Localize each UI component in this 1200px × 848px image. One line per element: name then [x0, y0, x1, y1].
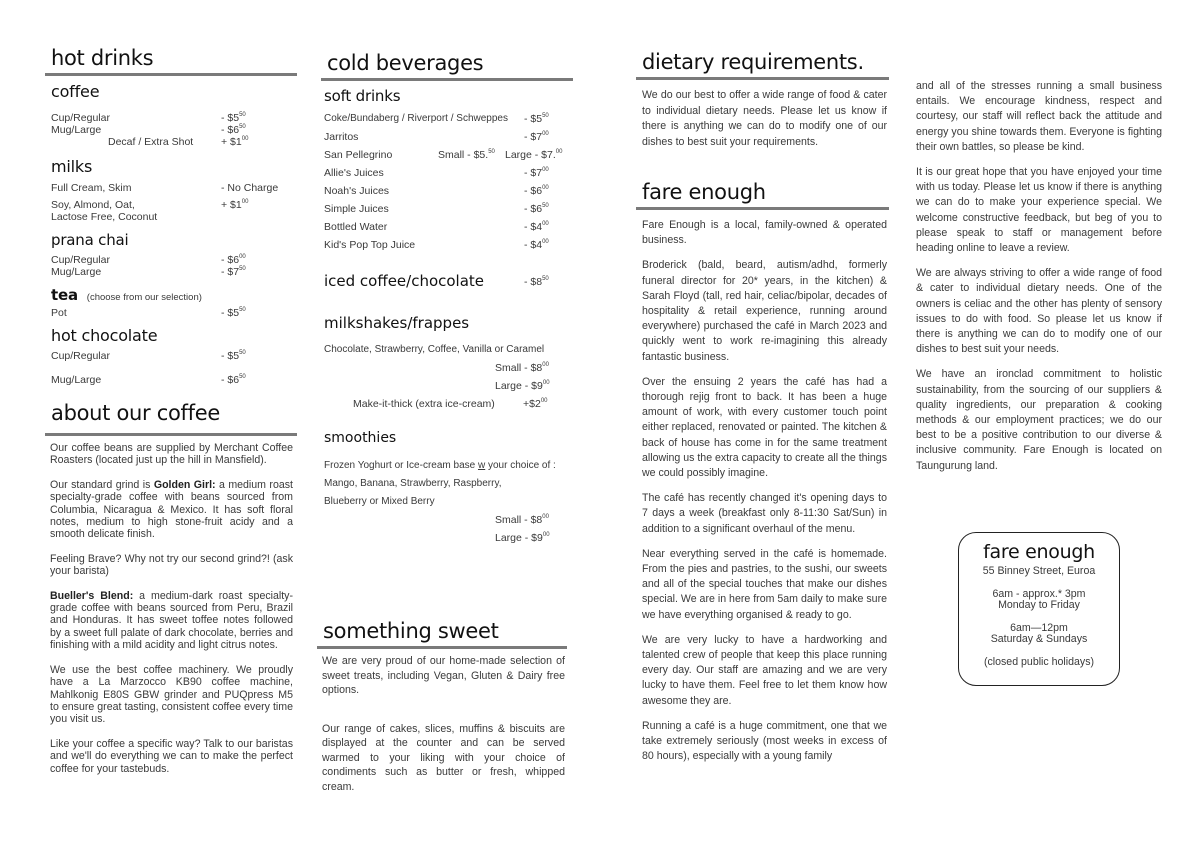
- dietary-heading: dietary requirements.: [642, 50, 864, 74]
- menu-item-price: [221, 124, 246, 136]
- menu-item-price: [523, 398, 548, 410]
- menu-item-price: [524, 203, 549, 215]
- fare-enough-paragraph: We are very lucky to have a hardworking and talented crew of people that keep this place running every day. Our staff are amazing and we are very lucky to have them. Feel free to let them know how awesome they are.: [642, 633, 887, 707]
- something-sweet-paragraph: We are very proud of our home-made selection of sweet treats, including Vegan, Gluten & Dairy free options.: [322, 655, 565, 696]
- fare-enough-continued: [916, 79, 1162, 474]
- menu-item-price: [495, 532, 550, 544]
- hot-chocolate-heading: hot chocolate: [51, 326, 158, 345]
- price-cents: 00: [542, 239, 549, 245]
- menu-item-name: Cup/Regular: [51, 350, 110, 362]
- menu-item-name: San Pellegrino: [324, 149, 393, 161]
- weekday-days: Monday to Friday: [998, 599, 1080, 611]
- price-value: + $1: [221, 136, 242, 148]
- price-cents: 00: [542, 532, 550, 538]
- price-value: +$2: [523, 398, 541, 410]
- smoothies-flavours: Blueberry or Mixed Berry: [324, 496, 435, 507]
- price-value: Large - $9: [495, 380, 543, 392]
- something-sweet-heading: something sweet: [323, 619, 499, 643]
- price-value: Small - $5.: [438, 149, 489, 161]
- heading-rule: [321, 78, 573, 81]
- menu-item-name: Noah's Juices: [324, 185, 390, 197]
- closed-note: (closed public holidays): [983, 656, 1095, 668]
- fare-enough-heading: fare enough: [642, 180, 766, 204]
- fare-enough-paragraph: Fare Enough is a local, family-owned & operated business.: [642, 219, 887, 247]
- menu-item-name: Make-it-thick (extra ice-cream): [353, 398, 495, 410]
- fare-enough-paragraph: Over the ensuing 2 years the café has had a thorough rejig front to back. It has been a huge amount of work, with every customer touch point either replaced, renovated or painted. The kitchen & back of house has come in for the same treatment allowing us the extra capacity to create all the things we could possibly imagine.: [642, 375, 887, 480]
- menu-item-price: [221, 136, 248, 148]
- price-value: - $5: [524, 113, 543, 125]
- price-cents: 50: [239, 307, 246, 313]
- price-cents: 00: [239, 254, 246, 260]
- price-cents: 50: [239, 350, 246, 356]
- menu-item-price: [221, 266, 246, 278]
- info-box-title: fare enough: [983, 541, 1095, 563]
- menu-item-price: [495, 362, 549, 374]
- menu-item-price-small: [438, 149, 495, 161]
- text-span: Our standard grind is: [50, 478, 154, 491]
- price-value: - $7: [221, 266, 240, 278]
- price-cents: 00: [542, 167, 549, 173]
- contact-info-box: [958, 532, 1120, 686]
- soft-drinks-heading: soft drinks: [324, 87, 401, 105]
- address: 55 Binney Street, Euroa: [982, 565, 1096, 577]
- menu-item-name: Allie's Juices: [324, 167, 384, 179]
- menu-item-name: Mug/Large: [51, 374, 102, 386]
- price-value: - $8: [524, 276, 543, 288]
- price-value: Large - $7.: [505, 149, 556, 161]
- price-cents: 00: [542, 362, 549, 368]
- menu-item-price: [221, 254, 246, 266]
- menu-item-name: Pot: [51, 307, 67, 319]
- menu-item-price: [524, 185, 549, 197]
- menu-item-name: Full Cream, Skim: [51, 182, 132, 194]
- fare-enough-paragraph: We are always striving to offer a wide range of food & cater to individual dietary needs. One of the owners is celiac and the other has plenty of sensory issues to do with food. So please let us know if there is anything we can do to modify one of our dishes to best suit your needs.: [916, 267, 1162, 356]
- menu-item-name: Mug/Large: [51, 124, 102, 136]
- price-cents: 00: [241, 136, 249, 142]
- fare-enough-paragraph: It is our great hope that you have enjoyed your time with us today. Please let us know if there is anything we can do to make your experience special. We welcome constructive feedback, but beg of you to please speak to staff or management before heading online to leave a review.: [916, 166, 1162, 255]
- milkshakes-heading: milkshakes/frappes: [324, 314, 470, 332]
- about-coffee-paragraph: [50, 479, 293, 541]
- menu-item-price: [524, 239, 549, 251]
- price-value: - $6: [524, 185, 543, 197]
- fare-enough-paragraph: We have an ironclad commitment to holistic sustainability, from the sourcing of our suppliers & quality ingredients, our preparation & cooking methods & our employment practices; we do our best to be a positive contribution to our diverse & inclusive community. Fare Enough is located on Taungurung land.: [916, 368, 1162, 472]
- price-cents: 50: [239, 112, 246, 118]
- price-value: - $6: [221, 254, 240, 266]
- price-value: - $5: [221, 350, 240, 362]
- price-value: - $7: [524, 167, 543, 179]
- menu-item-name: Bottled Water: [324, 221, 388, 233]
- menu-item-price: [524, 131, 549, 143]
- menu-item-price-large: [505, 149, 562, 161]
- about-coffee-heading: about our coffee: [51, 401, 220, 425]
- tea-note: (choose from our selection): [86, 292, 202, 303]
- price-cents: 00: [542, 380, 550, 386]
- about-coffee-paragraph: Our coffee beans are supplied by Merchant Coffee Roasters (located just up the hill in Mansfield).: [50, 442, 293, 467]
- text-span: w: [477, 460, 486, 471]
- price-cents: 50: [239, 374, 246, 380]
- milks-heading: milks: [51, 157, 93, 176]
- fare-enough-body: [636, 210, 889, 765]
- menu-item-name: Decaf / Extra Shot: [108, 136, 194, 148]
- menu-item-name: Soy, Almond, Oat,: [51, 199, 135, 211]
- price-cents: 50: [239, 124, 246, 130]
- menu-item-price: [524, 167, 549, 179]
- fare-enough-paragraph: Running a café is a huge commitment, one that we take extremely seriously (most weeks in excess of 80 hours), especially with a young family: [642, 719, 887, 763]
- golden-girl-label: Golden Girl:: [153, 478, 216, 491]
- milkshake-flavours: Chocolate, Strawberry, Coffee, Vanilla or Caramel: [324, 344, 545, 355]
- tea-section: [51, 288, 202, 303]
- fare-enough-paragraph: Broderick (bald, beard, autism/adhd, formerly funeral director for 20* years, in the kitchen) & Sarah Floyd (tall, red hair, celiac/bipolar, decades of hospitality & retail experience, running around everywhere) purchased the café in March 2023 and quickly went to work re-imagining this already fantastic business.: [642, 259, 887, 363]
- menu-item-price: [221, 374, 246, 386]
- smoothies-heading: smoothies: [324, 430, 397, 446]
- dietary-paragraph: We do our best to offer a wide range of food & cater to individual dietary needs. Please let us know if there is anything we can do to modify one of our dishes to best suit your requirements.: [642, 89, 887, 148]
- milks-section: [51, 159, 92, 175]
- iced-coffee-heading: iced coffee/chocolate: [324, 272, 485, 290]
- text-span: Frozen Yoghurt or Ice-cream base: [324, 460, 478, 471]
- menu-item-name: Jarritos: [324, 131, 359, 143]
- menu-item-price: [524, 221, 549, 233]
- coffee-section: [51, 84, 297, 100]
- prana-chai-heading: prana chai: [51, 231, 129, 249]
- smoothies-description: [324, 460, 556, 471]
- price-cents: 00: [555, 149, 563, 155]
- weekend-hours: 6am—12pm: [1010, 622, 1068, 634]
- something-sweet-paragraph: Our range of cakes, slices, muffins & biscuits are displayed at the counter and can be served warmed to your liking with your choice of condiments such as butter or fresh, whipped cream.: [322, 722, 565, 793]
- menu-item-price: [495, 514, 549, 526]
- menu-item-name: Coke/Bundaberg / Riverport / Schweppes: [324, 113, 508, 124]
- weekend-days: Saturday & Sundays: [990, 633, 1088, 645]
- price-cents: 00: [542, 514, 549, 520]
- price-value: - $7: [524, 131, 543, 143]
- fare-enough-paragraph: and all of the stresses running a small business entails. We encourage kindness, respect and courtesy, our staff will reflect back the attitude and energy you shine towards them. Everyone is fighting their own battles, so please be kind.: [916, 80, 1162, 153]
- price-value: - $6: [221, 374, 240, 386]
- text-span: a medium roast specialty-grade coffee with beans sourced from Columbia, Nicaragua & Mexico. It has soft floral notes, medium to high stone-fruit acidy and a smooth delicate finish.: [50, 478, 293, 541]
- price-cents: 50: [542, 113, 549, 119]
- hot-drinks-column: [45, 48, 297, 76]
- about-coffee-paragraph: Like your coffee a specific way? Talk to our baristas and we'll do everything we can to make the perfect coffee for your tastebuds.: [50, 737, 293, 775]
- price-cents: 00: [540, 398, 548, 404]
- menu-item-price: [524, 276, 549, 288]
- menu-item-price: [221, 112, 246, 124]
- price-cents: 50: [239, 266, 246, 272]
- menu-item-name-line2: Lactose Free, Coconut: [51, 211, 158, 223]
- price-value: Small - $8: [495, 514, 543, 526]
- price-value: - $6: [524, 203, 543, 215]
- buellers-blend-label: Bueller's Blend:: [50, 589, 134, 602]
- price-cents: 50: [488, 149, 495, 155]
- heading-rule: [45, 73, 297, 76]
- about-coffee-paragraph: We use the best coffee machinery. We proudly have a La Marzocco KB90 coffee machine, Mahlkonig E80S GBW grinder and PUQpress M5 to ensure great tasting, consistent coffee every time you visit us.: [50, 663, 293, 726]
- text-span: your choice of :: [485, 460, 556, 471]
- price-value: Large - $9: [495, 532, 543, 544]
- menu-item-price: [524, 113, 549, 125]
- price-cents: 00: [542, 131, 549, 137]
- hot-drinks-heading: hot drinks: [51, 46, 154, 70]
- price-value: - $4: [524, 239, 543, 251]
- price-cents: 00: [241, 199, 249, 205]
- price-value: - $6: [221, 124, 240, 136]
- price-cents: 50: [542, 203, 549, 209]
- text-span: a medium-dark roast specialty-grade coffee with beans sourced from Peru, Brazil and Honduras. It has sweet toffee notes followed by a sweet full palate of dark chocolate, berries and finishing with a mild acidity and light citrus notes.: [50, 589, 293, 652]
- prana-chai-section: [51, 233, 128, 248]
- menu-item-name: Simple Juices: [324, 203, 389, 215]
- menu-item-name: Mug/Large: [51, 266, 102, 278]
- about-coffee-paragraph: Feeling Brave? Why not try our second grind?! (ask your barista): [50, 552, 293, 578]
- menu-item-price: [221, 307, 246, 319]
- menu-item-name: Cup/Regular: [51, 112, 110, 124]
- about-coffee-paragraph: [50, 590, 293, 652]
- menu-item-price: - No Charge: [221, 182, 279, 194]
- hot-chocolate-section: [51, 328, 157, 344]
- about-coffee-section: [45, 403, 297, 775]
- price-cents: 00: [542, 221, 549, 227]
- fare-enough-section: [636, 182, 889, 765]
- cold-beverages-heading: cold beverages: [327, 51, 484, 75]
- dietary-section: [636, 52, 889, 150]
- price-cents: 00: [542, 185, 549, 191]
- menu-item-name: Cup/Regular: [51, 254, 110, 266]
- tea-heading: tea: [51, 286, 78, 304]
- fare-enough-paragraph: The café has recently changed it's opening days to 7 days a week (breakfast only 8-11:30 Sat/Sun) in addition to a significant overhaul of the menu.: [642, 492, 887, 535]
- something-sweet-section: [317, 621, 567, 794]
- fare-enough-paragraph: Near everything served in the café is homemade. From the pies and pastries, to the sushi, our sweets and all of the special touches that make our dishes special. We are in here from 5am daily to make sure we have everything organised & ready to go.: [642, 547, 887, 621]
- coffee-heading: coffee: [51, 82, 100, 101]
- price-value: - $5: [221, 112, 240, 124]
- menu-item-name: Kid's Pop Top Juice: [324, 239, 416, 251]
- cold-beverages-column: [321, 53, 573, 81]
- price-cents: 50: [542, 276, 549, 282]
- price-value: Small - $8: [495, 362, 543, 374]
- menu-item-price: [221, 199, 248, 211]
- price-value: - $5: [221, 307, 240, 319]
- menu-item-price: [495, 380, 550, 392]
- menu-item-price: [221, 350, 246, 362]
- smoothies-flavours: Mango, Banana, Strawberry, Raspberry,: [324, 478, 502, 489]
- price-value: + $1: [221, 199, 242, 211]
- price-value: - $4: [524, 221, 543, 233]
- weekday-hours: 6am - approx.* 3pm: [992, 588, 1086, 600]
- soft-drinks-section: [324, 89, 400, 104]
